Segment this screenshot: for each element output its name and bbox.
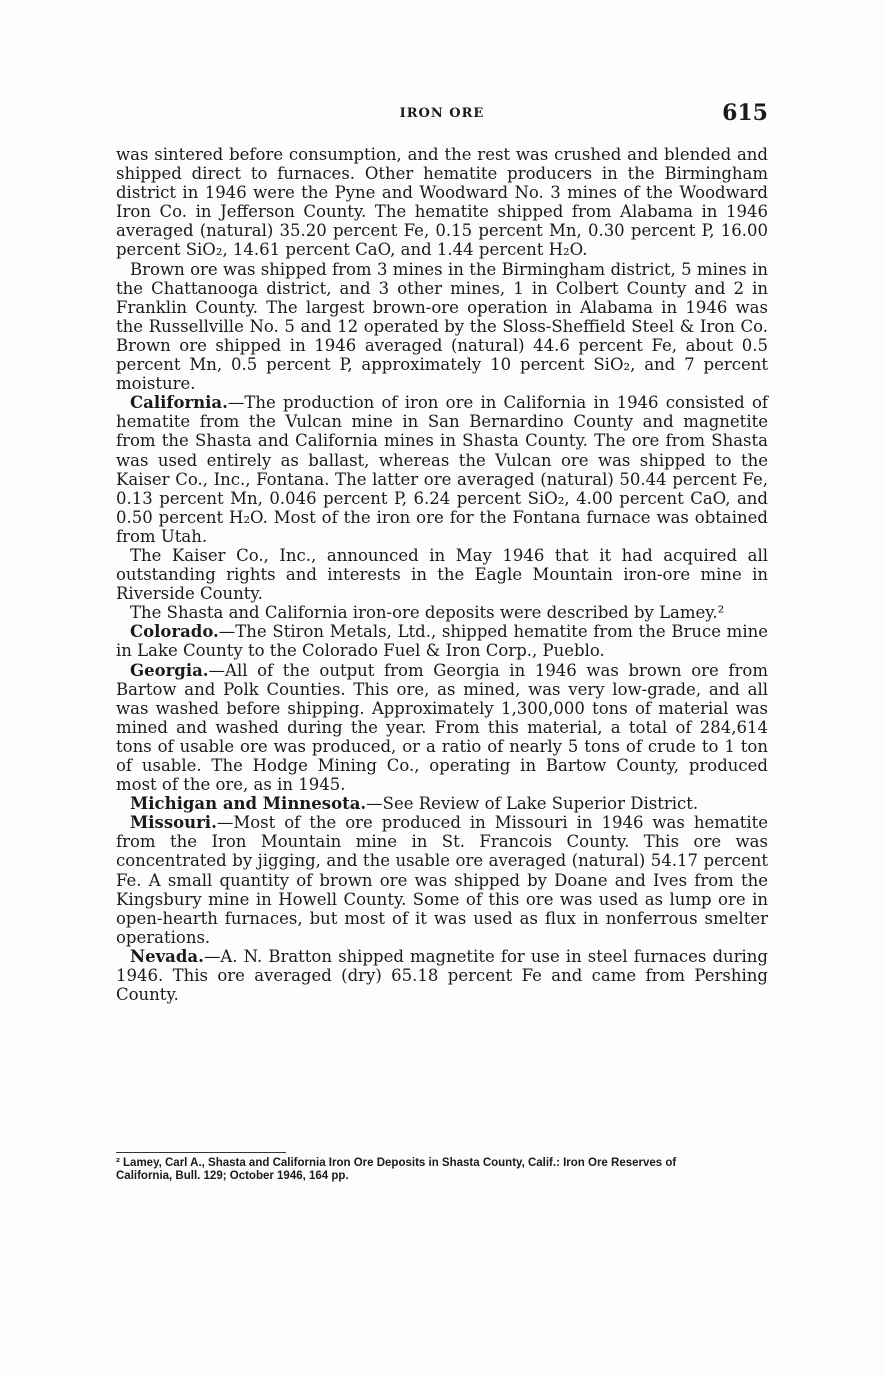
running-head <box>116 100 768 128</box>
paragraph <box>116 947 768 1004</box>
section-heading: Georgia. <box>130 660 209 680</box>
paragraph-text: —Most of the ore produced in Missouri in 1946 was hematite from the Iron Mountain mine in St. Francois County. This ore was concentrated by jigging, and the usable ore averaged (natural) 54.17 percent Fe. A small quantity of brown ore was shipped by Doane and Ives from the Kingsbury mine in Howell County. Some of this ore was used as lump ore in open-hearth furnaces, but most of it was used as flux in nonferrous smelter operations. <box>116 813 768 947</box>
section-heading: California. <box>130 393 228 413</box>
footnote: ² Lamey, Carl A., Shasta and California Iron Ore Deposits in Shasta County, Calif.: Iron Ore Reserves of California, Bull. 129; October 1946, 164 pp. <box>116 1157 677 1182</box>
paragraph <box>116 260 768 394</box>
paragraph-text: —All of the output from Georgia in 1946 was brown ore from Bartow and Polk Counties. This ore, as mined, was very low-grade, and all was washed before shipping. Approximately 1,300,000 tons of material was mined and washed during the year. From this material, a total of 284,614 tons of usable ore was produced, or a ratio of nearly 5 tons of crude to 1 ton of usable. The Hodge Mining Co., operating in Bartow County, produced most of the ore, as in 1945. <box>116 660 768 795</box>
paragraph-text: The Shasta and California iron-ore deposits were described by Lamey.² <box>130 603 725 623</box>
paragraph-text: —See Review of Lake Superior District. <box>366 794 699 814</box>
paragraph <box>116 603 768 622</box>
section-heading: Michigan and Minnesota. <box>130 794 367 814</box>
paragraph <box>116 546 768 603</box>
section-heading: Colorado. <box>130 622 219 642</box>
footnote-divider <box>116 1152 286 1153</box>
section-heading: Nevada. <box>130 946 204 966</box>
paragraph <box>116 393 768 546</box>
paragraph <box>116 145 768 260</box>
paragraph-text: —The production of iron ore in California in 1946 consisted of hematite from the Vulcan mine in San Bernardino County and magnetite from the Shasta and California mines in Shasta County. The ore from Shasta was used entirely as ballast, whereas the Vulcan ore was shipped to the Kaiser Co., Inc., Fontana. The latter ore averaged (natural) 50.44 percent Fe, 0.13 percent Mn, 0.046 percent P, 6.24 percent SiO₂, 4.00 percent CaO, and 0.50 percent H₂O. Most of the iron ore for the Fontana furnace was obtained from Utah. <box>116 393 768 546</box>
paragraph <box>116 622 768 660</box>
paragraph <box>116 794 768 813</box>
paragraph-text: —The Stiron Metals, Ltd., shipped hematite from the Bruce mine in Lake County to the Colorado Fuel & Iron Corp., Pueblo. <box>116 622 768 661</box>
body-text <box>116 145 768 1004</box>
section-heading: Missouri. <box>130 813 217 833</box>
paragraph <box>116 661 768 795</box>
paragraph-text: Brown ore was shipped from 3 mines in the Birmingham district, 5 mines in the Chattanooga district, and 3 other mines, 1 in Colbert County and 2 in Franklin County. The largest brown-ore operation in Alabama in 1946 was the Russellville No. 5 and 12 operated by the Sloss-Sheffield Steel & Iron Co. Brown ore shipped in 1946 averaged (natural) 44.6 percent Fe, about 0.5 percent Mn, 0.5 percent P, approximately 10 percent SiO₂, and 7 percent moisture. <box>116 259 768 394</box>
page-number: 615 <box>722 100 768 126</box>
paragraph-text: The Kaiser Co., Inc., announced in May 1946 that it had acquired all outstanding rights and interests in the Eagle Mountain iron-ore mine in Riverside County. <box>116 545 768 604</box>
running-title: IRON ORE <box>399 106 485 121</box>
paragraph-text: was sintered before consumption, and the rest was crushed and blended and shipped direct to furnaces. Other hematite producers in the Birmingham district in 1946 were the Pyne and Woodward No. 3 mines of the Woodward Iron Co. in Jefferson County. The hematite shipped from Alabama in 1946 averaged (natural) 35.20 percent Fe, 0.15 percent Mn, 0.30 percent P, 16.00 percent SiO₂, 14.61 percent CaO, and 1.44 percent H₂O. <box>116 145 768 260</box>
paragraph-text: —A. N. Bratton shipped magnetite for use in steel furnaces during 1946. This ore averaged (dry) 65.18 percent Fe and came from Pershing County. <box>116 946 768 1005</box>
paragraph <box>116 813 768 947</box>
